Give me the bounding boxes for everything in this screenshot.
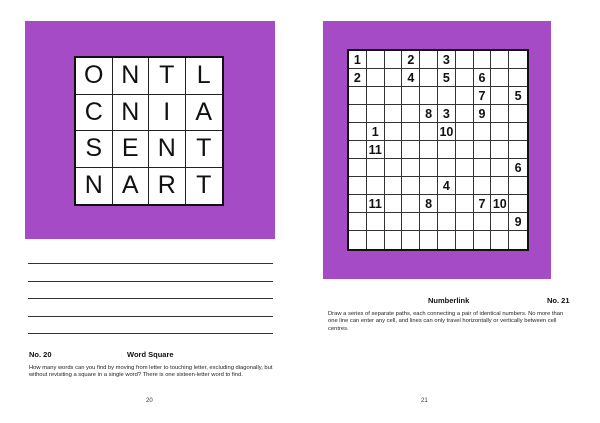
- word-square-cell[interactable]: N: [76, 168, 113, 205]
- numberlink-clue-cell[interactable]: 3: [438, 51, 456, 69]
- word-square-cell[interactable]: S: [76, 131, 113, 168]
- numberlink-cell[interactable]: [385, 177, 403, 195]
- puzzle-instructions: How many words can you find by moving from letter to touching letter, excluding diagonally, but without revisiting a square in a single word? There is one sixteen-letter word to find.: [29, 365, 273, 379]
- numberlink-cell[interactable]: [456, 195, 474, 213]
- word-square-cell[interactable]: T: [186, 131, 223, 168]
- answer-line[interactable]: [28, 263, 273, 264]
- numberlink-cell[interactable]: [420, 231, 438, 249]
- numberlink-clue-cell[interactable]: 10: [438, 123, 456, 141]
- numberlink-clue-cell[interactable]: 5: [438, 69, 456, 87]
- word-square-cell[interactable]: E: [113, 131, 150, 168]
- numberlink-cell[interactable]: [491, 51, 509, 69]
- numberlink-cell[interactable]: [456, 69, 474, 87]
- numberlink-cell[interactable]: [491, 177, 509, 195]
- word-square-cell[interactable]: N: [113, 95, 150, 132]
- word-square-cell[interactable]: N: [113, 58, 150, 95]
- answer-line[interactable]: [28, 281, 273, 282]
- numberlink-cell[interactable]: [456, 177, 474, 195]
- numberlink-clue-cell[interactable]: 8: [420, 195, 438, 213]
- numberlink-clue-cell[interactable]: 11: [367, 195, 385, 213]
- numberlink-cell[interactable]: [367, 231, 385, 249]
- word-square-cell[interactable]: C: [76, 95, 113, 132]
- puzzle-number: No. 20: [29, 350, 52, 359]
- numberlink-cell[interactable]: [367, 87, 385, 105]
- numberlink-cell[interactable]: [509, 69, 527, 87]
- numberlink-cell[interactable]: [509, 195, 527, 213]
- numberlink-cell[interactable]: [349, 231, 367, 249]
- numberlink-cell[interactable]: [349, 87, 367, 105]
- numberlink-cell[interactable]: [349, 123, 367, 141]
- numberlink-grid: [347, 49, 529, 251]
- word-square-panel: [25, 21, 275, 239]
- numberlink-cell[interactable]: [385, 213, 403, 231]
- numberlink-cell[interactable]: [474, 177, 492, 195]
- numberlink-cell[interactable]: [420, 123, 438, 141]
- numberlink-clue-cell[interactable]: 2: [402, 51, 420, 69]
- numberlink-cell[interactable]: [491, 87, 509, 105]
- numberlink-clue-cell[interactable]: 4: [438, 177, 456, 195]
- numberlink-cell[interactable]: [509, 123, 527, 141]
- numberlink-clue-cell[interactable]: 7: [474, 87, 492, 105]
- word-square-cell[interactable]: N: [149, 131, 186, 168]
- numberlink-cell[interactable]: [474, 159, 492, 177]
- word-square-cell[interactable]: T: [149, 58, 186, 95]
- numberlink-cell[interactable]: [385, 231, 403, 249]
- numberlink-cell[interactable]: [474, 123, 492, 141]
- numberlink-cell[interactable]: [402, 195, 420, 213]
- numberlink-clue-cell[interactable]: 10: [491, 195, 509, 213]
- page-number: 21: [421, 398, 428, 404]
- numberlink-clue-cell[interactable]: 2: [349, 69, 367, 87]
- numberlink-cell[interactable]: [509, 141, 527, 159]
- numberlink-cell[interactable]: [456, 213, 474, 231]
- numberlink-clue-cell[interactable]: 6: [509, 159, 527, 177]
- numberlink-cell[interactable]: [385, 51, 403, 69]
- puzzle-title: Word Square: [127, 350, 174, 359]
- numberlink-cell[interactable]: [367, 177, 385, 195]
- numberlink-clue-cell[interactable]: 9: [509, 213, 527, 231]
- numberlink-clue-cell[interactable]: 6: [474, 69, 492, 87]
- numberlink-cell[interactable]: [474, 51, 492, 69]
- numberlink-cell[interactable]: [367, 159, 385, 177]
- numberlink-cell[interactable]: [367, 213, 385, 231]
- word-square-grid: [74, 56, 224, 206]
- numberlink-cell[interactable]: [367, 105, 385, 123]
- numberlink-cell[interactable]: [438, 159, 456, 177]
- numberlink-cell[interactable]: [474, 141, 492, 159]
- numberlink-cell[interactable]: [491, 231, 509, 249]
- numberlink-cell[interactable]: [349, 195, 367, 213]
- numberlink-cell[interactable]: [402, 141, 420, 159]
- word-square-cell[interactable]: L: [186, 58, 223, 95]
- numberlink-cell[interactable]: [456, 159, 474, 177]
- page-number: 20: [146, 398, 153, 404]
- numberlink-cell[interactable]: [491, 123, 509, 141]
- answer-line[interactable]: [28, 316, 273, 317]
- word-square-cell[interactable]: R: [149, 168, 186, 205]
- numberlink-clue-cell[interactable]: 3: [438, 105, 456, 123]
- answer-line[interactable]: [28, 333, 273, 334]
- numberlink-cell[interactable]: [420, 159, 438, 177]
- numberlink-cell[interactable]: [402, 123, 420, 141]
- puzzle-title: Numberlink: [428, 296, 470, 305]
- answer-lines: [28, 263, 273, 351]
- numberlink-cell[interactable]: [420, 51, 438, 69]
- answer-line[interactable]: [28, 298, 273, 299]
- numberlink-cell[interactable]: [420, 69, 438, 87]
- numberlink-cell[interactable]: [385, 69, 403, 87]
- numberlink-cell[interactable]: [491, 159, 509, 177]
- numberlink-cell[interactable]: [509, 105, 527, 123]
- numberlink-cell[interactable]: [509, 51, 527, 69]
- numberlink-cell[interactable]: [438, 141, 456, 159]
- numberlink-cell[interactable]: [491, 105, 509, 123]
- numberlink-cell[interactable]: [456, 51, 474, 69]
- numberlink-cell[interactable]: [402, 213, 420, 231]
- numberlink-cell[interactable]: [456, 231, 474, 249]
- numberlink-cell[interactable]: [438, 231, 456, 249]
- numberlink-cell[interactable]: [349, 213, 367, 231]
- numberlink-cell[interactable]: [456, 123, 474, 141]
- word-square-cell[interactable]: T: [196, 171, 212, 200]
- numberlink-cell[interactable]: [402, 177, 420, 195]
- numberlink-cell[interactable]: [420, 213, 438, 231]
- numberlink-cell[interactable]: [420, 177, 438, 195]
- numberlink-cell[interactable]: [456, 87, 474, 105]
- numberlink-cell[interactable]: [420, 87, 438, 105]
- numberlink-clue-cell[interactable]: 11: [367, 141, 385, 159]
- numberlink-cell[interactable]: [491, 69, 509, 87]
- puzzle-instructions: Draw a series of separate paths, each connecting a pair of identical numbers. No more than one line can enter any cell, and lines can only travel horizontally or vertically between cell centres.: [328, 311, 564, 332]
- numberlink-clue-cell[interactable]: 8: [420, 105, 438, 123]
- numberlink-cell[interactable]: [402, 105, 420, 123]
- numberlink-cell[interactable]: [349, 159, 367, 177]
- numberlink-clue-cell[interactable]: 4: [402, 69, 420, 87]
- numberlink-cell[interactable]: [385, 123, 403, 141]
- numberlink-cell[interactable]: [474, 231, 492, 249]
- numberlink-cell[interactable]: [456, 105, 474, 123]
- numberlink-cell[interactable]: [402, 231, 420, 249]
- word-square-cell[interactable]: A: [186, 95, 223, 132]
- numberlink-cell[interactable]: [402, 87, 420, 105]
- numberlink-cell[interactable]: [349, 105, 367, 123]
- numberlink-clue-cell[interactable]: 9: [474, 105, 492, 123]
- numberlink-cell[interactable]: [438, 195, 456, 213]
- numberlink-cell[interactable]: [402, 159, 420, 177]
- numberlink-cell[interactable]: [385, 195, 403, 213]
- numberlink-cell[interactable]: [420, 141, 438, 159]
- numberlink-cell[interactable]: [385, 105, 403, 123]
- numberlink-panel: [323, 21, 551, 279]
- numberlink-cell[interactable]: [385, 141, 403, 159]
- numberlink-cell[interactable]: [367, 69, 385, 87]
- numberlink-cell[interactable]: [385, 87, 403, 105]
- numberlink-cell[interactable]: [349, 177, 367, 195]
- word-square-cell[interactable]: O: [76, 58, 113, 95]
- numberlink-cell[interactable]: [438, 87, 456, 105]
- numberlink-clue-cell[interactable]: 1: [349, 51, 367, 69]
- numberlink-clue-cell[interactable]: 1: [367, 123, 385, 141]
- numberlink-clue-cell[interactable]: 5: [509, 87, 527, 105]
- numberlink-cell[interactable]: [385, 159, 403, 177]
- numberlink-cell[interactable]: [349, 141, 367, 159]
- puzzle-number: No. 21: [547, 296, 570, 305]
- numberlink-clue-cell[interactable]: 7: [474, 195, 492, 213]
- numberlink-cell[interactable]: [509, 177, 527, 195]
- numberlink-cell[interactable]: [509, 231, 527, 249]
- numberlink-cell[interactable]: [474, 213, 492, 231]
- word-square-cell[interactable]: I: [149, 95, 186, 132]
- numberlink-cell[interactable]: [491, 141, 509, 159]
- numberlink-cell[interactable]: [438, 213, 456, 231]
- numberlink-cell[interactable]: [491, 213, 509, 231]
- numberlink-cell[interactable]: [456, 141, 474, 159]
- word-square-cell[interactable]: A: [113, 168, 150, 205]
- right-page: [300, 0, 600, 423]
- numberlink-cell[interactable]: [367, 51, 385, 69]
